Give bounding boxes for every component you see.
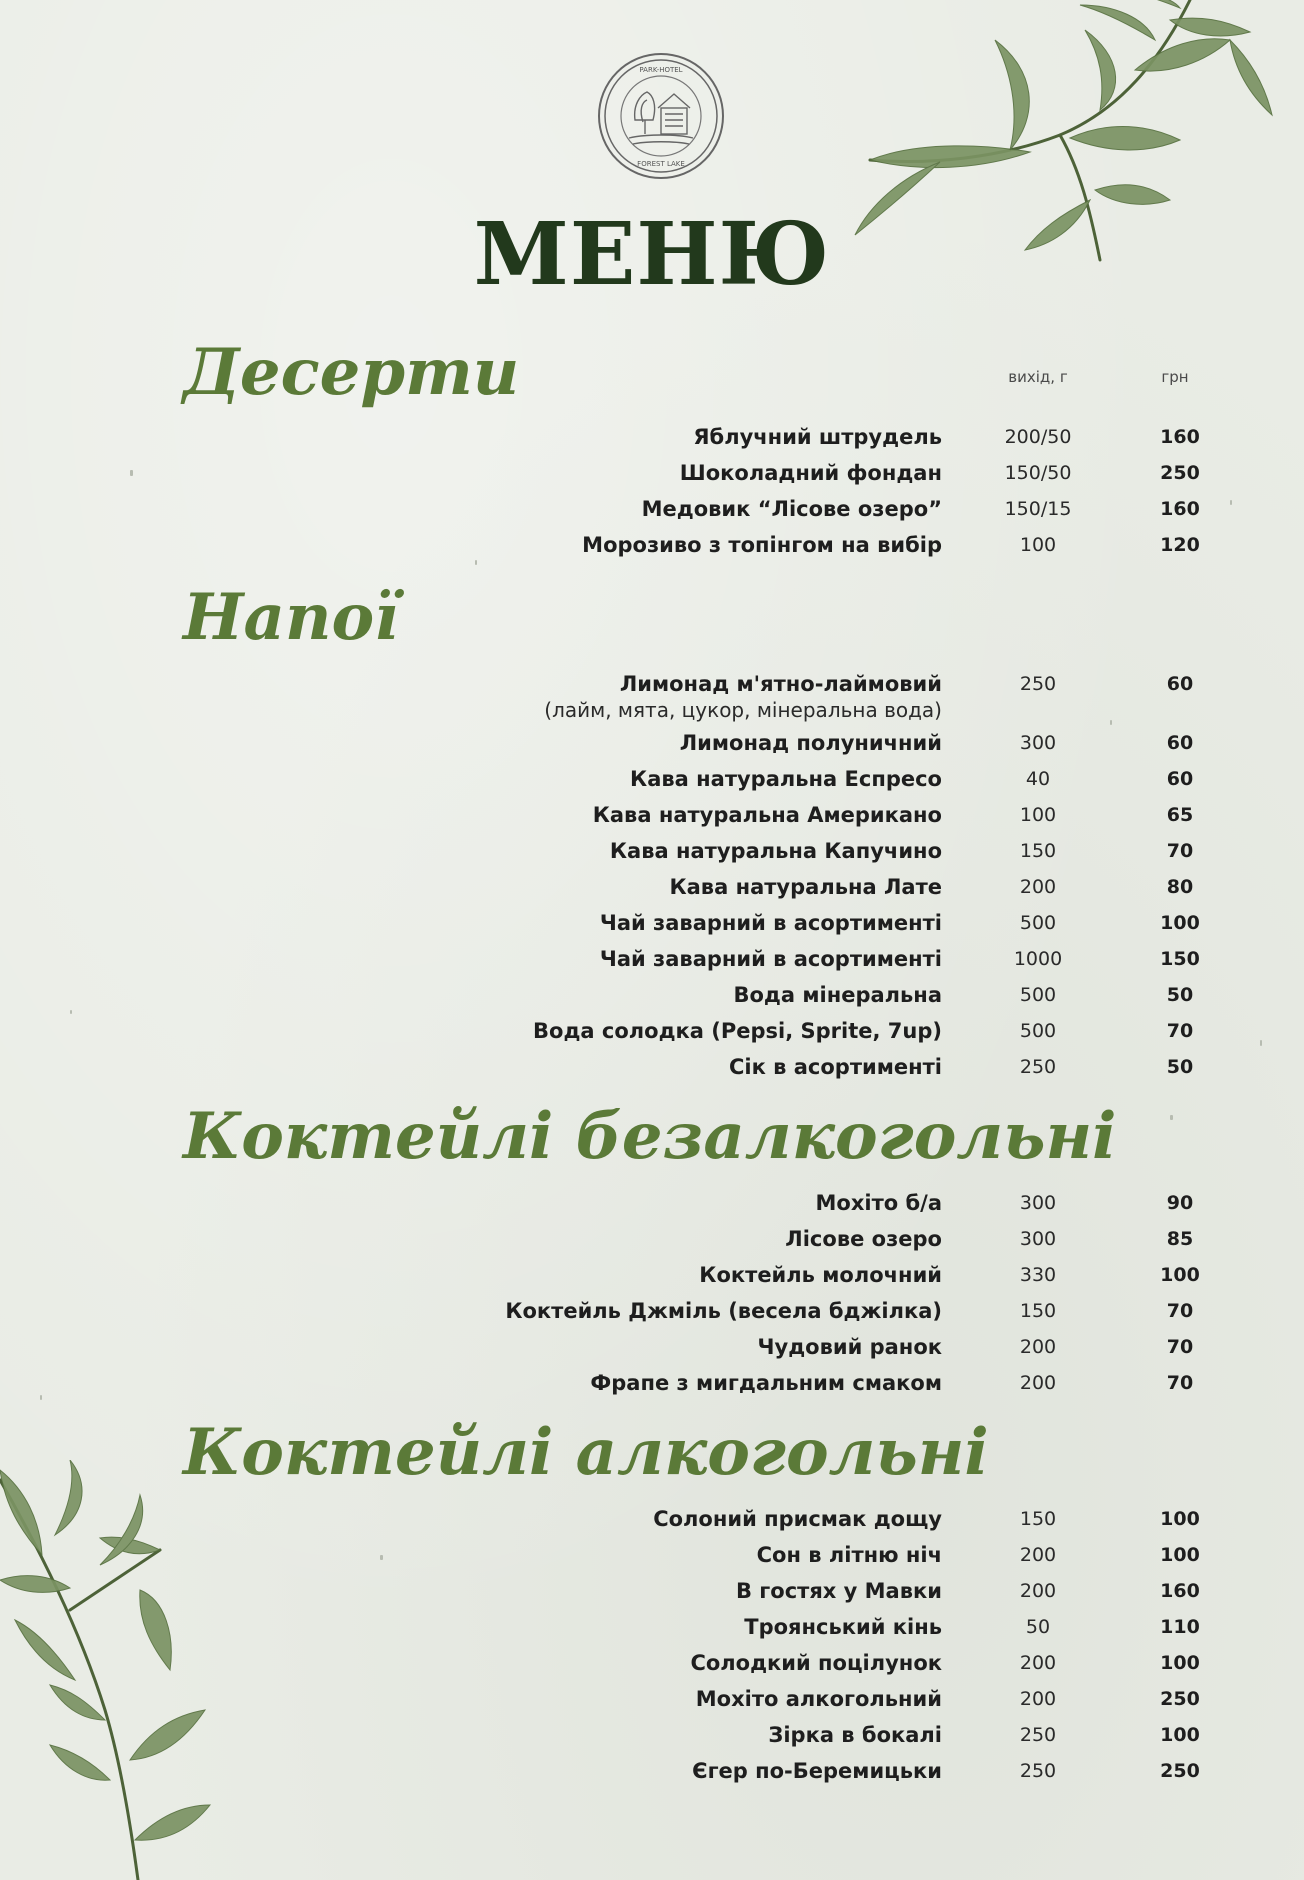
item-name: Фрапе з мигдальним смаком (590, 1371, 942, 1395)
item-price: 80 (1166, 876, 1194, 898)
item-name: Мохіто алкогольний (695, 1687, 942, 1711)
item-weight: 250 (1019, 1724, 1057, 1746)
menu-item (0, 1257, 1304, 1293)
item-weight: 250 (1019, 1760, 1057, 1782)
item-name: Лісове озеро (785, 1227, 942, 1251)
item-price: 100 (1160, 1544, 1200, 1566)
menu-item (0, 1681, 1304, 1717)
item-name: Коктейль молочний (699, 1263, 942, 1287)
item-price: 60 (1166, 768, 1194, 790)
menu-item (0, 1185, 1304, 1221)
item-price: 250 (1160, 462, 1200, 484)
item-price: 85 (1166, 1228, 1194, 1250)
item-price: 100 (1160, 912, 1200, 934)
menu-item (0, 1645, 1304, 1681)
item-weight: 200 (1019, 1688, 1057, 1710)
price-column-header: грн (1161, 368, 1189, 386)
item-weight: 500 (1019, 1020, 1057, 1042)
item-price: 65 (1166, 804, 1194, 826)
item-weight: 300 (1019, 1192, 1057, 1214)
item-price: 70 (1166, 1336, 1194, 1358)
item-name: Лимонад полуничний (679, 731, 942, 755)
item-price: 150 (1160, 948, 1200, 970)
item-weight: 150 (1019, 1300, 1057, 1322)
menu-item (0, 491, 1304, 527)
item-name: Кава натуральна Еспресо (630, 767, 942, 791)
item-weight: 50 (1025, 1616, 1051, 1638)
section-title-non-alcoholic-cocktails: Коктейлі безалкогольні (183, 1099, 1117, 1174)
item-weight: 150/15 (1004, 498, 1072, 520)
weight-column-header: вихід, г (1008, 368, 1068, 386)
page-title: МЕНЮ (473, 204, 831, 305)
item-price: 100 (1160, 1264, 1200, 1286)
item-weight: 40 (1025, 768, 1051, 790)
item-price: 160 (1160, 498, 1200, 520)
item-price: 100 (1160, 1508, 1200, 1530)
menu-item (0, 419, 1304, 455)
item-weight: 500 (1019, 912, 1057, 934)
item-price: 160 (1160, 426, 1200, 448)
menu-item (0, 1221, 1304, 1257)
item-weight: 200 (1019, 876, 1057, 898)
menu-item (0, 1049, 1304, 1085)
item-price: 100 (1160, 1652, 1200, 1674)
item-weight: 150/50 (1004, 462, 1072, 484)
item-name: Вода солодка (Pepsi, Sprite, 7up) (533, 1019, 942, 1043)
item-name: В гостях у Мавки (735, 1579, 942, 1603)
paper-speck (1170, 1115, 1173, 1120)
menu-item (0, 1537, 1304, 1573)
item-name: Коктейль Джміль (весела бджілка) (505, 1299, 942, 1323)
menu-item (0, 761, 1304, 797)
menu-item (0, 1753, 1304, 1789)
item-weight: 100 (1019, 804, 1057, 826)
menu-item (0, 833, 1304, 869)
item-weight: 150 (1019, 1508, 1057, 1530)
item-name: Чай заварний в асортименті (599, 911, 942, 935)
item-weight: 150 (1019, 840, 1057, 862)
menu-item (0, 455, 1304, 491)
item-name: Кава натуральна Лате (669, 875, 942, 899)
item-price: 70 (1166, 1020, 1194, 1042)
menu-item (0, 797, 1304, 833)
item-weight: 200 (1019, 1544, 1057, 1566)
menu-item (0, 941, 1304, 977)
item-name: Вода мінеральна (733, 983, 942, 1007)
menu-item (0, 1501, 1304, 1537)
item-weight: 200/50 (1004, 426, 1072, 448)
item-weight: 250 (1019, 673, 1057, 695)
item-name: Шоколадний фондан (679, 461, 942, 485)
section-title-desserts: Десерти (183, 335, 520, 410)
item-price: 120 (1160, 534, 1200, 556)
item-name: Яблучний штрудель (693, 425, 942, 449)
logo-top-text: PARK-HOTEL (639, 66, 683, 74)
item-name: Медовик “Лісове озеро” (641, 497, 942, 521)
item-price: 110 (1160, 1616, 1200, 1638)
item-price: 60 (1166, 673, 1194, 695)
item-name: Чай заварний в асортименті (599, 947, 942, 971)
item-name: Солоний присмак дощу (653, 1507, 942, 1531)
item-name: Чудовий ранок (757, 1335, 942, 1359)
item-weight: 100 (1019, 534, 1057, 556)
item-name: Морозиво з топінгом на вибір (582, 533, 942, 557)
item-price: 60 (1166, 732, 1194, 754)
item-price: 70 (1166, 1300, 1194, 1322)
item-name: Сон в літню ніч (756, 1543, 942, 1567)
item-weight: 200 (1019, 1372, 1057, 1394)
item-weight: 300 (1019, 732, 1057, 754)
menu-item (0, 977, 1304, 1013)
item-weight: 330 (1019, 1264, 1057, 1286)
item-name: Троянський кінь (744, 1615, 942, 1639)
item-price: 50 (1166, 1056, 1194, 1078)
item-price: 250 (1160, 1688, 1200, 1710)
item-price: 50 (1166, 984, 1194, 1006)
menu-item (0, 725, 1304, 761)
item-price: 100 (1160, 1724, 1200, 1746)
menu-item (0, 905, 1304, 941)
item-name: Сік в асортименті (728, 1055, 942, 1079)
item-weight: 200 (1019, 1336, 1057, 1358)
menu-item (0, 1365, 1304, 1401)
hotel-seal-icon (595, 50, 727, 182)
item-price: 70 (1166, 840, 1194, 862)
logo-bottom-text: FOREST LAKE (637, 160, 685, 168)
menu-item (0, 1717, 1304, 1753)
section-title-drinks: Напої (183, 580, 399, 655)
item-weight: 200 (1019, 1652, 1057, 1674)
menu-item (0, 1609, 1304, 1645)
item-weight: 250 (1019, 1056, 1057, 1078)
item-name: Мохіто б/а (815, 1191, 942, 1215)
item-price: 250 (1160, 1760, 1200, 1782)
item-name: Зірка в бокалі (768, 1723, 942, 1747)
section-title-alcoholic-cocktails: Коктейлі алкогольні (183, 1415, 989, 1490)
item-weight: 1000 (1013, 948, 1063, 970)
item-name: Кава натуральна Американо (592, 803, 942, 827)
item-name: Лимонад м'ятно-лаймовий (619, 672, 942, 696)
item-weight: 500 (1019, 984, 1057, 1006)
menu-item (0, 1329, 1304, 1365)
item-price: 160 (1160, 1580, 1200, 1602)
item-price: 90 (1166, 1192, 1194, 1214)
item-weight: 200 (1019, 1580, 1057, 1602)
item-name: Кава натуральна Капучино (609, 839, 942, 863)
item-name: Солодкий поцілунок (690, 1651, 942, 1675)
item-price: 70 (1166, 1372, 1194, 1394)
menu-item (0, 869, 1304, 905)
menu-item (0, 1013, 1304, 1049)
item-note: (лайм, мята, цукор, мінеральна вода) (544, 698, 942, 722)
menu-item (0, 1573, 1304, 1609)
menu-item (0, 1293, 1304, 1329)
menu-item (0, 527, 1304, 563)
item-weight: 300 (1019, 1228, 1057, 1250)
menu-item (0, 666, 1304, 726)
item-name: Єгер по-Беремицьки (692, 1759, 942, 1783)
